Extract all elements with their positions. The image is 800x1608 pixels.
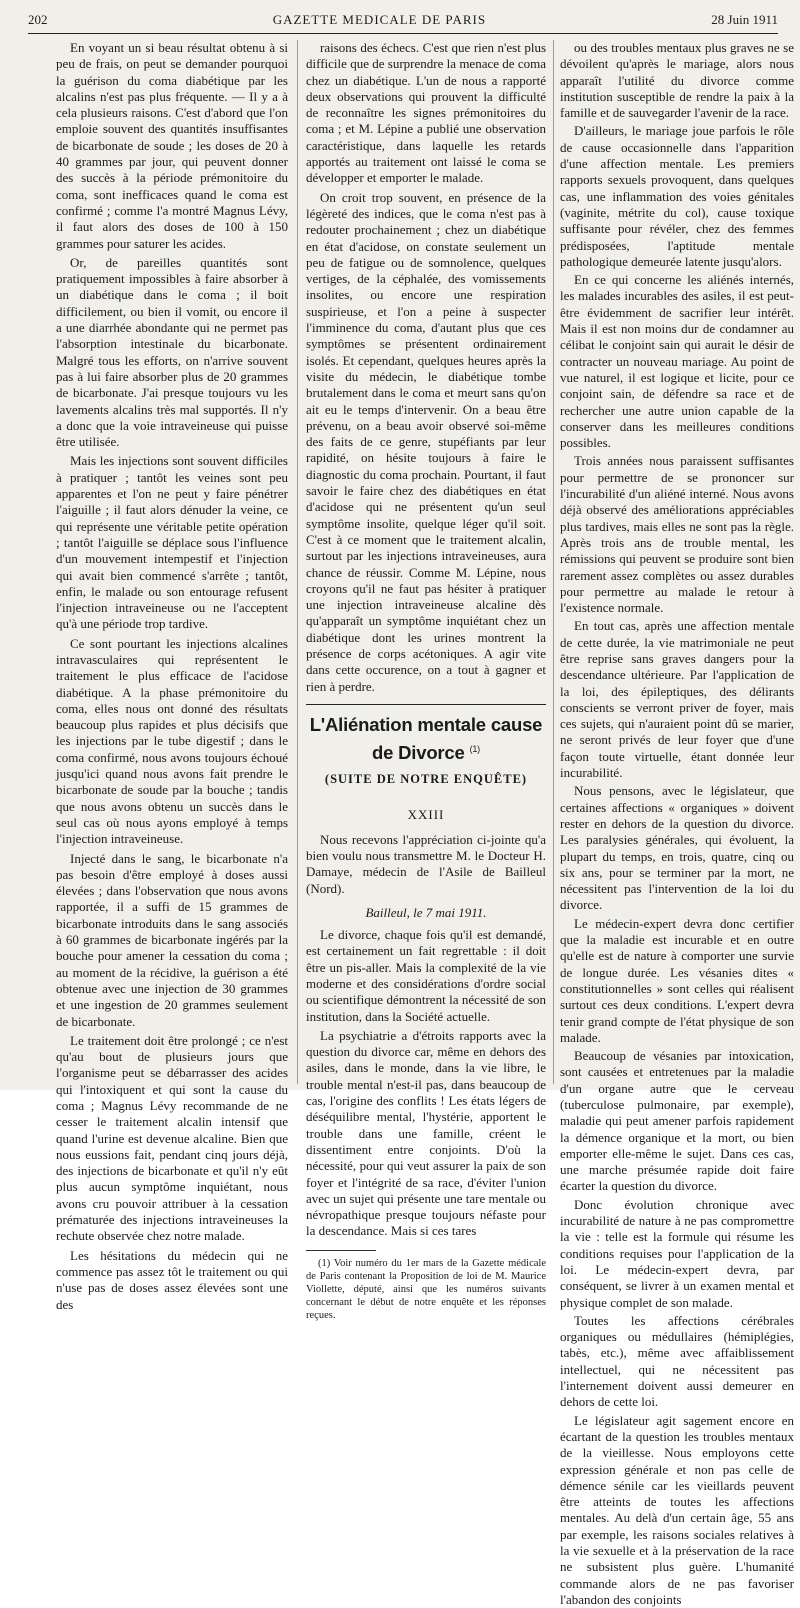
paragraph: Les hésitations du médecin qui ne commence pas assez tôt le traitement ou qui n'use pas de doses assez élevées sont une des	[56, 1247, 288, 1312]
intro-paragraph: Nous recevons l'appréciation ci-jointe qu'a bien voulu nous transmettre M. le Docteur H. Damaye, médecin de l'Asile de Bailleul (Nord).	[306, 831, 546, 896]
article-rule	[306, 704, 546, 705]
footnote-rule	[306, 1250, 376, 1251]
column-divider	[553, 40, 554, 1084]
footnote-marker: (1)	[469, 743, 480, 754]
paragraph: On croit trop souvent, en présence de la légèreté des indices, que le coma n'est pas à redouter prochainement ; chez un diabétique en état d'acidose, on constate seulement un peu de fatigue ou de somnolence, quelques vertiges, de la céphalée, des vomissements insolites, ou encore une respiration suspirieuse, et l'on a peine à suspecter l'imminence du coma, d'autant plus que ces symptômes se présentent ordinairement isolés. Et cependant, quelques heures après la visite du médecin, le diabétique tombe brutalement dans le coma et meurt sans qu'on ait eu le temps d'intervenir. On a beau être prévenu, on a beau avoir observé soi-même des faits de ce genre, stupéfiants par leur rapidité, on hésite toujours à faire le diagnostic du coma prochain. Pourtant, il faut savoir le faire chez des diabétiques en état d'acidose qui ne présentent qu'un seul symptôme insolite, quelque léger qu'il soit. C'est à ce moment que le traitement alcalin, surtout par les injections intraveineuses, aura chance de réussir. Comme M. Lépine, nous croyons qu'il ne faut pas hésiter à pratiquer une injection intraveineuse alcaline dès qu'apparaît un symptôme inquiétant chez un diabétique dont les urines montrent la présence de corps acétoniques. A agir vite dans cette occurence, on a tout à gagner et rien à perdre.	[306, 189, 546, 694]
paragraph: Beaucoup de vésanies par intoxication, sont causées et entretenues par la maladie d'un organe autre que le cerveau (tuberculose pulmonaire, par exemple), maladie qui peut amener parfois rapidement la démence organique et la mort, ou bien emporter elle-même le sujet. Dans ces cas, une marche présumée rapide doit faire écarter la question du divorce.	[560, 1048, 794, 1194]
paragraph: Toutes les affections cérébrales organiques ou médullaires (hémiplégies, tabès, etc.), même avec affaiblissement intellectuel, qui ne nécessitent pas l'internement doivent aussi demeurer en dehors de cette loi.	[560, 1312, 794, 1410]
column-divider	[297, 40, 298, 1084]
footnote: (1) Voir numéro du 1er mars de la Gazette médicale de Paris contenant la Proposition de loi de M. Maurice Viollette, député, ainsi que les numéros suivants concernant le début de notre enquête et les réponses reçues.	[306, 1257, 546, 1321]
paragraph: ou des troubles mentaux plus graves ne se dévoilent qu'après le mariage, alors nous apparaît l'utilité du divorce comme institution susceptible de rendre la paix à la famille et de sauvegarder l'avenir de la race.	[560, 40, 794, 121]
paragraph: D'ailleurs, le mariage joue parfois le rôle de cause occasionnelle dans l'apparition d'une affection mentale. Les premiers rapports sexuels provoquent, dans quelques cas, une inflammation des voies génitales (vaginite, métrite du col), cause toxique suffisante pour révéler, chez des femmes prédisposées, l'aptitude mentale pathologique demeurée latente jusqu'alors.	[560, 123, 794, 269]
issue-date: 28 Juin 1911	[711, 12, 778, 27]
header-rule	[28, 33, 778, 34]
paragraph: Le législateur agit sagement encore en écartant de la question les troubles mentaux de la vieillesse. Nous employons cette expression générale et non pas celle de démence sénile car les vieillards peuvent être atteints de toutes les affections mentales. Au delà d'un certain âge, 55 ans par exemple, les raisons sociales relatives à la vie sexuelle et à la préservation de la race ne subsistent plus guère. L'humanité commande alors de ne pas favoriser l'abandon des conjoints	[560, 1412, 794, 1607]
paragraph: Or, de pareilles quantités sont pratiquement impossibles à faire absorber à un diabétique dans le coma ; il boit difficilement, ou bien il vomit, ou encore il a une diarrhée abondante qui ne permet pas l'absorption intestinale du bicarbonate. Malgré tous les efforts, on n'arrive souvent pas à lui faire absorber plus de 20 grammes de bicarbonate. J'ai presque toujours vu les lavements alcalins très mal supportés. Il n'y a donc que la voie intraveineuse qui puisse être utilisée.	[56, 254, 288, 450]
journal-title: GAZETTE MEDICALE DE PARIS	[272, 12, 487, 27]
paragraph: Donc évolution chronique avec incurabilité de nature à ne pas compromettre la vie : telle est la formule qui résume les conditions requises pour l'application de la loi. Le médecin-expert devra, par conséquent, se livrer à un examen mental et physique complet de son malade.	[560, 1196, 794, 1310]
paragraph: En voyant un si beau résultat obtenu à si peu de frais, on peut se demander pourquoi la guérison du coma diabétique par les alcalins n'est pas plus fréquente. — Il y a à cela plusieurs raisons. C'est d'abord que l'on emploie souvent des quantités insuffisantes de bicarbonate de soude ; les doses de 20 à 40 grammes par jour, qui peuvent donner des succès à la période prémonitoire du coma, sont inefficaces quand le coma est confirmé ; comme l'a montré Magnus Lévy, il faut alors des doses de 100 à 150 grammes pour saturer les acides.	[56, 40, 288, 251]
column-3	[560, 40, 794, 1607]
letter-place-date: Bailleul, le 7 mai 1911.	[365, 904, 487, 920]
paragraph: Nous pensons, avec le législateur, que certaines affections « organiques » doivent rester en dehors de la question du divorce. Les paralysies générales, qui évoluent, la plupart du temps, en trois, quatre, cinq ou six ans, pour se terminer par la mort, ne nécessitent pas l'intervention de la loi du divorce.	[560, 783, 794, 913]
column-2	[306, 40, 546, 1321]
paragraph: La psychiatrie a d'étroits rapports avec la question du divorce car, même en dehors des asiles, dans le monde, dans la vie libre, le trouble mental n'est-il pas, dans beaucoup de cas, l'origine des conflits ! Les états légers de déséquilibre mental, l'hystérie, apportent le trouble dans une famille, créent le dissentiment entre conjoints. D'où la nécessité, pour qui veut assurer la paix de son foyer et l'intégrité de sa race, d'éviter l'union avec un sujet qui présente une tare mentale ou névropathique presque toujours néfaste pour la descendance. Mais si ces tares	[306, 1027, 546, 1239]
paragraph: Injecté dans le sang, le bicarbonate n'a pas besoin d'être employé à doses aussi élevées ; dans l'observation que nous avons rapportée, il a suffi de 15 grammes de bicarbonate introduits dans le sang associés à 60 grammes de bicarbonate ingérés par la bouche pour amener la cessation du coma ; au moment de la récidive, la guérison a été obtenue avec une injection de 30 grammes et une ingestion de 20 grammes seulement de bicarbonate.	[56, 850, 288, 1029]
paragraph: Mais les injections sont souvent difficiles à pratiquer ; tantôt les veines sont peu apparentes et l'on ne peut y faire pénétrer l'aiguille ; il faut alors dénuder la veine, ce qui représente une véritable petite opération ; tantôt l'aiguille se déplace sous l'influence d'un mouvement intempestif et l'injection qui avait bien commencé s'arrête ; tantôt, enfin, le malade ou son entourage refusent l'injection intraveineuse ou ne l'acceptent qu'à une période trop tardive.	[56, 453, 288, 632]
paragraph: Trois années nous paraissent suffisantes pour permettre de se prononcer sur l'incurabilité d'un aliéné interné. Nous avons déjà observé des améliorations appréciables plus tardives, mais elles ne sont pas la règle. Après trois ans de trouble mental, les rémissions qui peuvent se produire sont bien rarement assez complètes ou assez durables pour permettre au malade le retour à l'existence normale.	[560, 453, 794, 616]
paragraph: Ce sont pourtant les injections alcalines intravasculaires qui représentent le traitement le plus efficace de l'acidose diabétique. A la phase prémonitoire du coma, elles nous ont donné des résultats beaucoup plus rapides et plus décisifs que les injections par le tube digestif ; dans le coma confirmé, nous avons toujours échoué jusqu'ici quand nous avons fait prendre le bicarbonate de soude par la bouche ; tandis que nous avons obtenu un succès dans le seul cas où nous ayons employé à temps l'injection intraveineuse.	[56, 635, 288, 847]
page-number: 202	[28, 12, 48, 27]
article-title-text: L'Aliénation mentale cause de Divorce	[309, 713, 543, 764]
column-1	[56, 40, 288, 1312]
paragraph: En ce qui concerne les aliénés internés, les malades incurables des asiles, il est peut-être évidemment de sacrifier leur intérêt. Mais il est non moins dur de condamner au célibat le conjoint sain qui aurait le désir de contracter un nouveau mariage. Au point de vue naturel, il est logique et licite, pour ce conjoint sain, de défendre sa race et de rechercher une autre union capable de la conserver dans les meilleures conditions possibles.	[560, 272, 794, 451]
article-subtitle: (SUITE DE NOTRE ENQUÊTE)	[324, 772, 528, 787]
paragraph: En tout cas, après une affection mentale de cette durée, la vie matrimoniale ne peut être reprise sans graves dangers pour la descendance ultérieure. Par l'application de la loi, des épileptiques, des délirants conscients se verront priver de foyer, mais ces sujets, qui n'auraient point dû se marier, ne seront privés de leur foyer que d'une façon toute virtuelle, étant donnée leur incurabilité.	[560, 618, 794, 781]
paragraph: Le médecin-expert devra donc certifier que la maladie est incurable et en outre qu'elle est de nature à comporter une survie de longue durée. Les vésanies dites « constitutionnelles » sont celles qui réalisent surtout ces deux conditions. L'expert devra tenir grand compte de l'état physique de son malade.	[560, 915, 794, 1045]
paragraph: raisons des échecs. C'est que rien n'est plus difficile que de surprendre la menace de coma chez un diabétique. L'un de nous a rapporté deux observations qui prouvent la difficulté de reconnaître les signes prémonitoires du coma ; et M. Lépine a publié une observation caractéristique, dans laquelle les retards apportés au traitement ont laissé le coma se développer et emporter le malade.	[306, 40, 546, 186]
section-number: XXIII	[407, 807, 445, 823]
paragraph: Le traitement doit être prolongé ; ce n'est qu'au bout de plusieurs jours que l'organisme peut se débarrasser des acides qui l'intoxiquent et qui sont la cause du coma ; Magnus Lévy recommande de ne cesser le traitement alcalin intensif que quand l'urine est devenue alcaline. Bien que nous eussions fait, pendant cinq jours déjà, des injections de bicarbonate et qu'il n'y eût plus aucun symptôme inquiétant, nous avons cru pouvoir attribuer à la cessation prématurée des injections intraveineuses la rechute observée chez notre malade.	[56, 1032, 288, 1244]
paragraph: Le divorce, chaque fois qu'il est demandé, est certainement un fait regrettable : il doit être un pis-aller. Mais la complexité de la vie moderne et des considérations d'ordre social ou scientifique démontrent la nécessité de son institution, dans la Société actuelle.	[306, 927, 546, 1024]
page-header	[28, 12, 778, 34]
article-title	[306, 713, 546, 765]
